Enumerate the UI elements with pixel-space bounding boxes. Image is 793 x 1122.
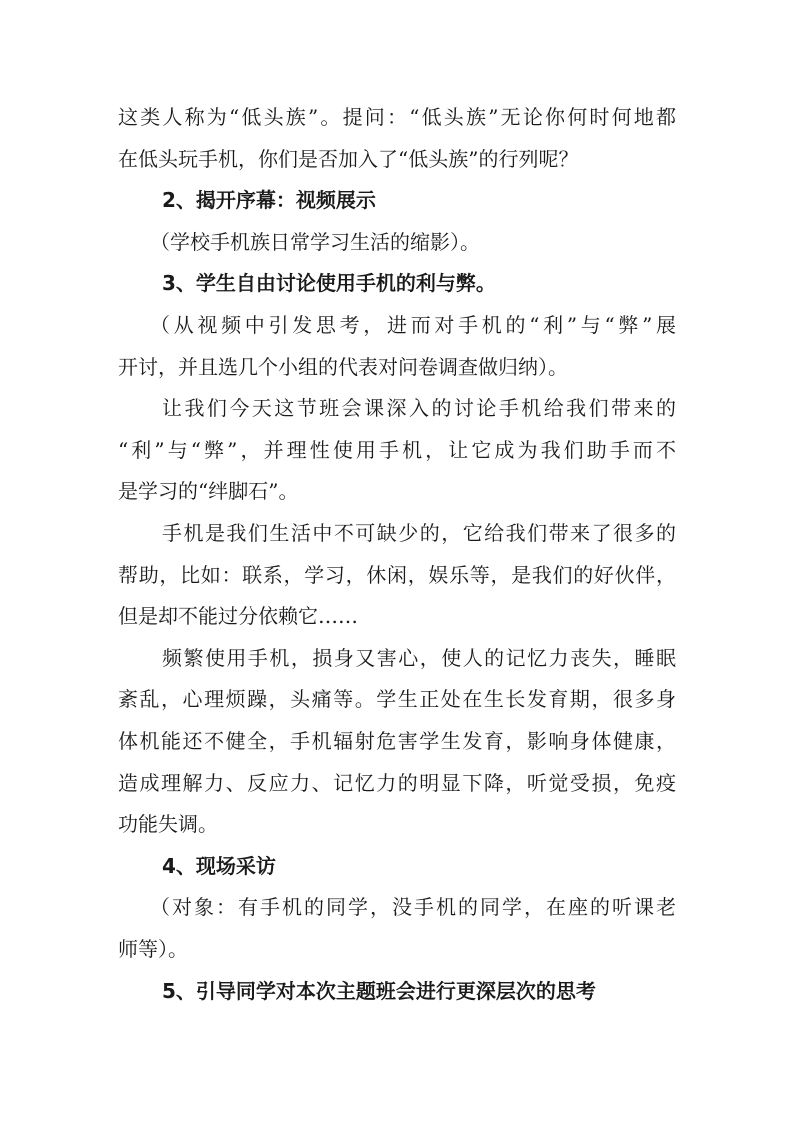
paragraph-line: 造成理解力、反应力、记忆力的明显下降，听觉受损，免疫 xyxy=(118,770,676,795)
paragraph-line: 是学习的“绊脚石”。 xyxy=(118,479,299,504)
section-heading: 4、现场采访 xyxy=(162,853,276,878)
section-heading: 2、揭开序幕：视频展示 xyxy=(162,188,376,213)
paragraph-line: 频繁使用手机，损身又害心，使人的记忆力丧失，睡眠 xyxy=(162,645,676,670)
paragraph-line: 师等）。 xyxy=(118,937,188,961)
paragraph-line: “利”与“弊”，并理性使用手机，让它成为我们助手而不 xyxy=(118,437,676,462)
paragraph-line: （对象：有手机的同学，没手机的同学，在座的听课老 xyxy=(150,895,676,920)
section-heading: 3、学生自由讨论使用手机的利与弊。 xyxy=(162,271,496,296)
paragraph-line: 让我们今天这节班会课深入的讨论手机给我们带来的 xyxy=(162,396,676,421)
section-heading: 5、引导同学对本次主题班会进行更深层次的思考 xyxy=(162,978,596,1003)
paragraph-line: 这类人称为“低头族”。提问：“低头族”无论你何时何地都 xyxy=(118,105,676,129)
paragraph-line: 功能失调。 xyxy=(118,812,218,837)
paragraph-line: 帮助，比如：联系，学习，休闲，娱乐等，是我们的好伙伴， xyxy=(118,562,676,587)
paragraph-line: 紊乱，心理烦躁，头痛等。学生正处在生长发育期，很多身 xyxy=(118,687,676,712)
paragraph-line: 体机能还不健全，手机辐射危害学生发育，影响身体健康， xyxy=(118,729,676,753)
paragraph-line: 开讨，并且选几个小组的代表对问卷调查做归纳）。 xyxy=(118,354,568,379)
paragraph-line: 在低头玩手机，你们是否加入了“低头族”的行列呢？ xyxy=(118,146,579,171)
paragraph-line: 但是却不能过分依赖它…… xyxy=(118,604,358,629)
paragraph-line: （从视频中引发思考，进而对手机的“利”与“弊”展 xyxy=(150,313,676,337)
paragraph-line: 手机是我们生活中不可缺少的，它给我们带来了很多的 xyxy=(162,521,676,545)
paragraph-line: （学校手机族日常学习生活的缩影）。 xyxy=(150,229,480,254)
